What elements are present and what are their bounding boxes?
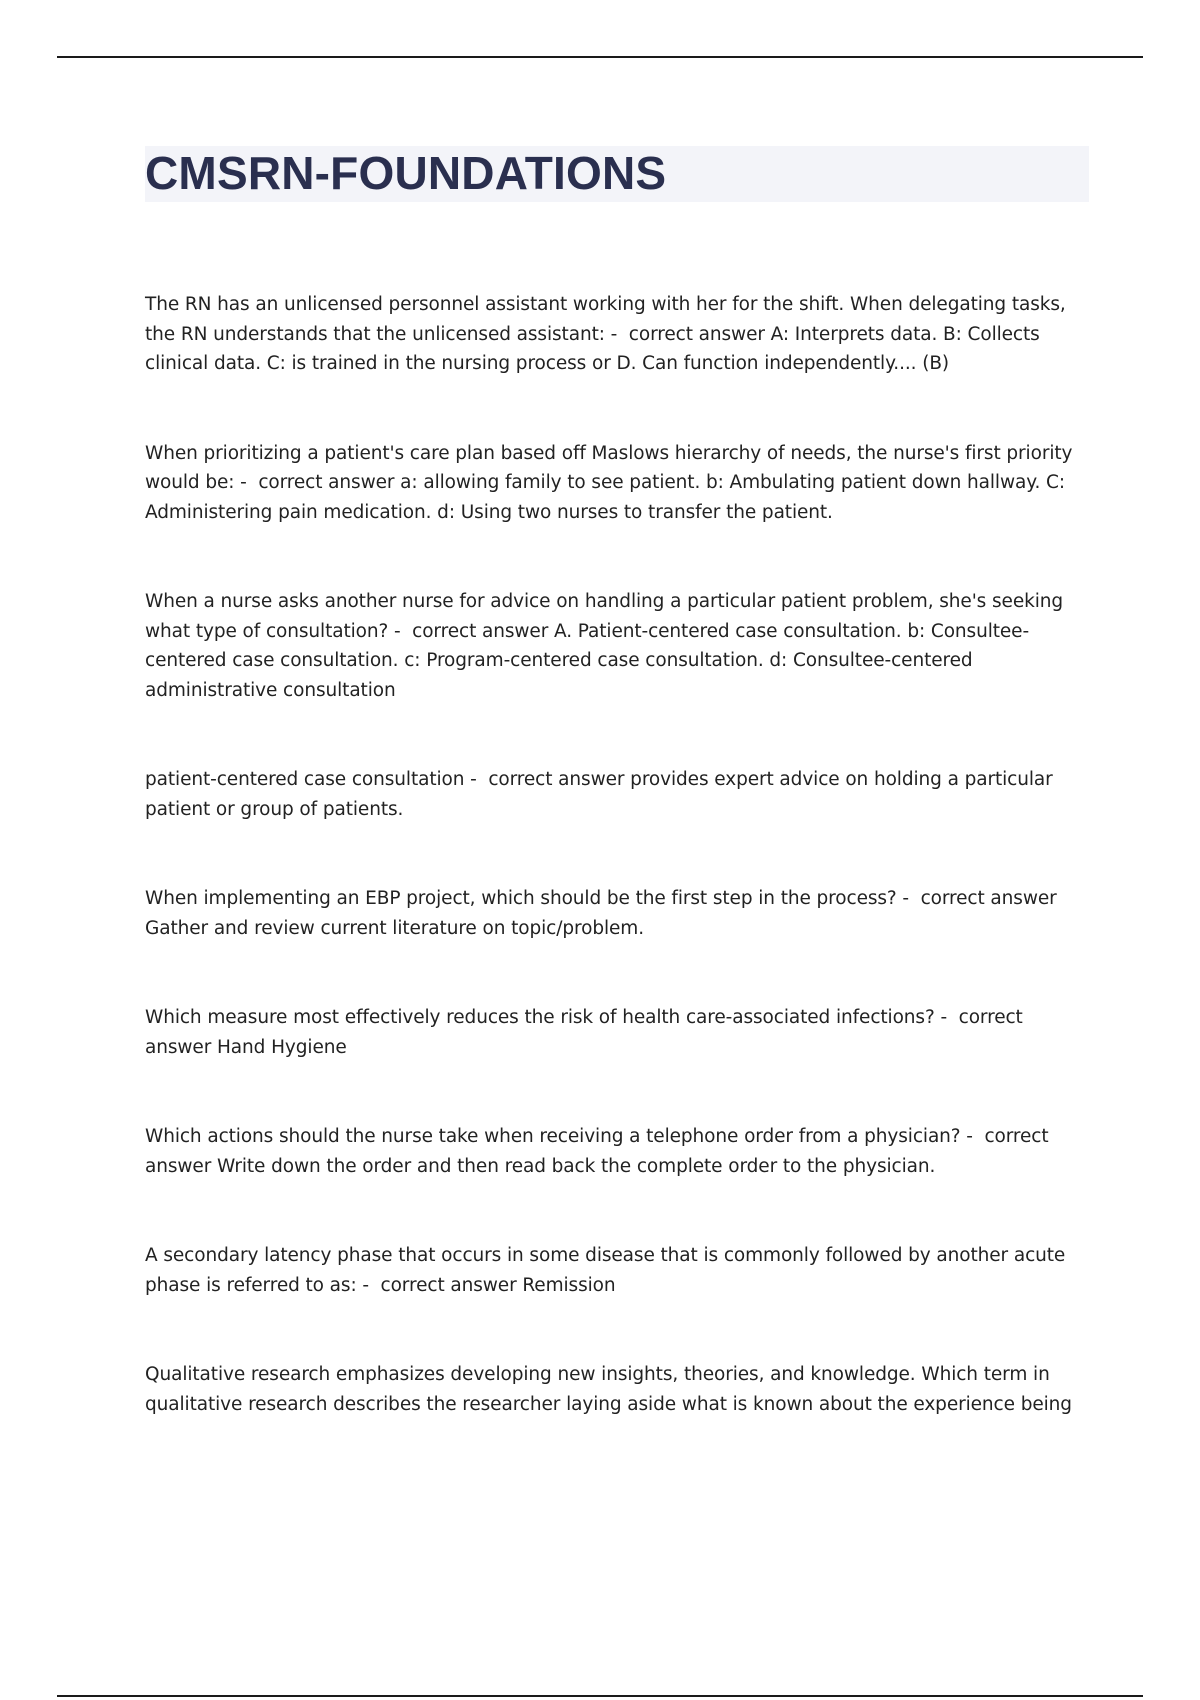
question-text: When implementing an EBP project, which should be the first step in the process? bbox=[145, 888, 897, 909]
answer-text: correct answer a: allowing family to see patient. b: Ambulating patient down hallway. C: Administering pain medication. d: Using two nurses to transfer the patient. bbox=[145, 472, 1065, 523]
answer-text: correct answer Gather and review current literature on topic/problem. bbox=[145, 888, 1057, 939]
qa-item-2 bbox=[145, 439, 1089, 528]
answer-separator: - bbox=[464, 769, 489, 790]
answer-separator: - bbox=[388, 620, 413, 642]
qa-item-7 bbox=[145, 1122, 1089, 1181]
answer-separator: - bbox=[896, 888, 921, 909]
answer-separator: - bbox=[356, 1274, 381, 1296]
answer-separator: - bbox=[234, 472, 259, 493]
bottom-rule bbox=[57, 1695, 1143, 1697]
question-text: Qualitative research emphasizes developing new insights, theories, and knowledge. Which term in qualitative research describes the researcher laying aside what is known about the experience being bbox=[145, 1364, 1072, 1415]
qa-item-8 bbox=[145, 1241, 1089, 1300]
qa-item-9 bbox=[145, 1360, 1089, 1419]
document-title: CMSRN-FOUNDATIONS bbox=[145, 147, 667, 199]
question-text: Which actions should the nurse take when receiving a telephone order from a physician? bbox=[145, 1126, 961, 1147]
qa-item-4 bbox=[145, 765, 1089, 824]
question-text: Which measure most effectively reduces the risk of health care-associated infections? bbox=[145, 1007, 935, 1028]
question-text: When prioritizing a patient's care plan based off Maslows hierarchy of needs, the nurse's first priority would be: bbox=[145, 442, 1073, 493]
answer-separator: - bbox=[960, 1126, 985, 1147]
question-text: A secondary latency phase that occurs in some disease that is commonly followed by another acute phase is referred to as: bbox=[145, 1245, 1066, 1296]
answer-text: correct answer Remission bbox=[380, 1274, 616, 1296]
answer-separator: - bbox=[604, 323, 629, 345]
answer-text: correct answer A. Patient-centered case consultation. b: Consultee-centered case consultation. c: Program-centered case consultation. d: Consultee-centered administrative consultation bbox=[145, 620, 1030, 701]
question-text: The RN has an unlicensed personnel assistant working with her for the shift. When delegating tasks, the RN understands that the unlicensed assistant: bbox=[145, 294, 1066, 345]
qa-item-3 bbox=[145, 587, 1089, 705]
answer-text: correct answer Write down the order and then read back the complete order to the physician. bbox=[145, 1126, 1049, 1177]
answer-separator: - bbox=[934, 1007, 959, 1028]
answer-text: correct answer provides expert advice on holding a particular patient or group of patients. bbox=[145, 769, 1053, 820]
qa-item-1 bbox=[145, 290, 1089, 379]
answer-text: correct answer A: Interprets data. B: Collects clinical data. C: is trained in the nursing process or D. Can function independently.... (B) bbox=[145, 323, 1040, 374]
answer-text: correct answer Hand Hygiene bbox=[145, 1007, 1023, 1058]
top-rule bbox=[57, 56, 1143, 58]
question-text: When a nurse asks another nurse for advice on handling a particular patient problem, she's seeking what type of consultation? bbox=[145, 591, 1064, 642]
qa-item-6 bbox=[145, 1003, 1089, 1062]
qa-item-5 bbox=[145, 884, 1089, 943]
qa-list bbox=[145, 290, 1089, 1479]
question-text: patient-centered case consultation bbox=[145, 769, 465, 790]
